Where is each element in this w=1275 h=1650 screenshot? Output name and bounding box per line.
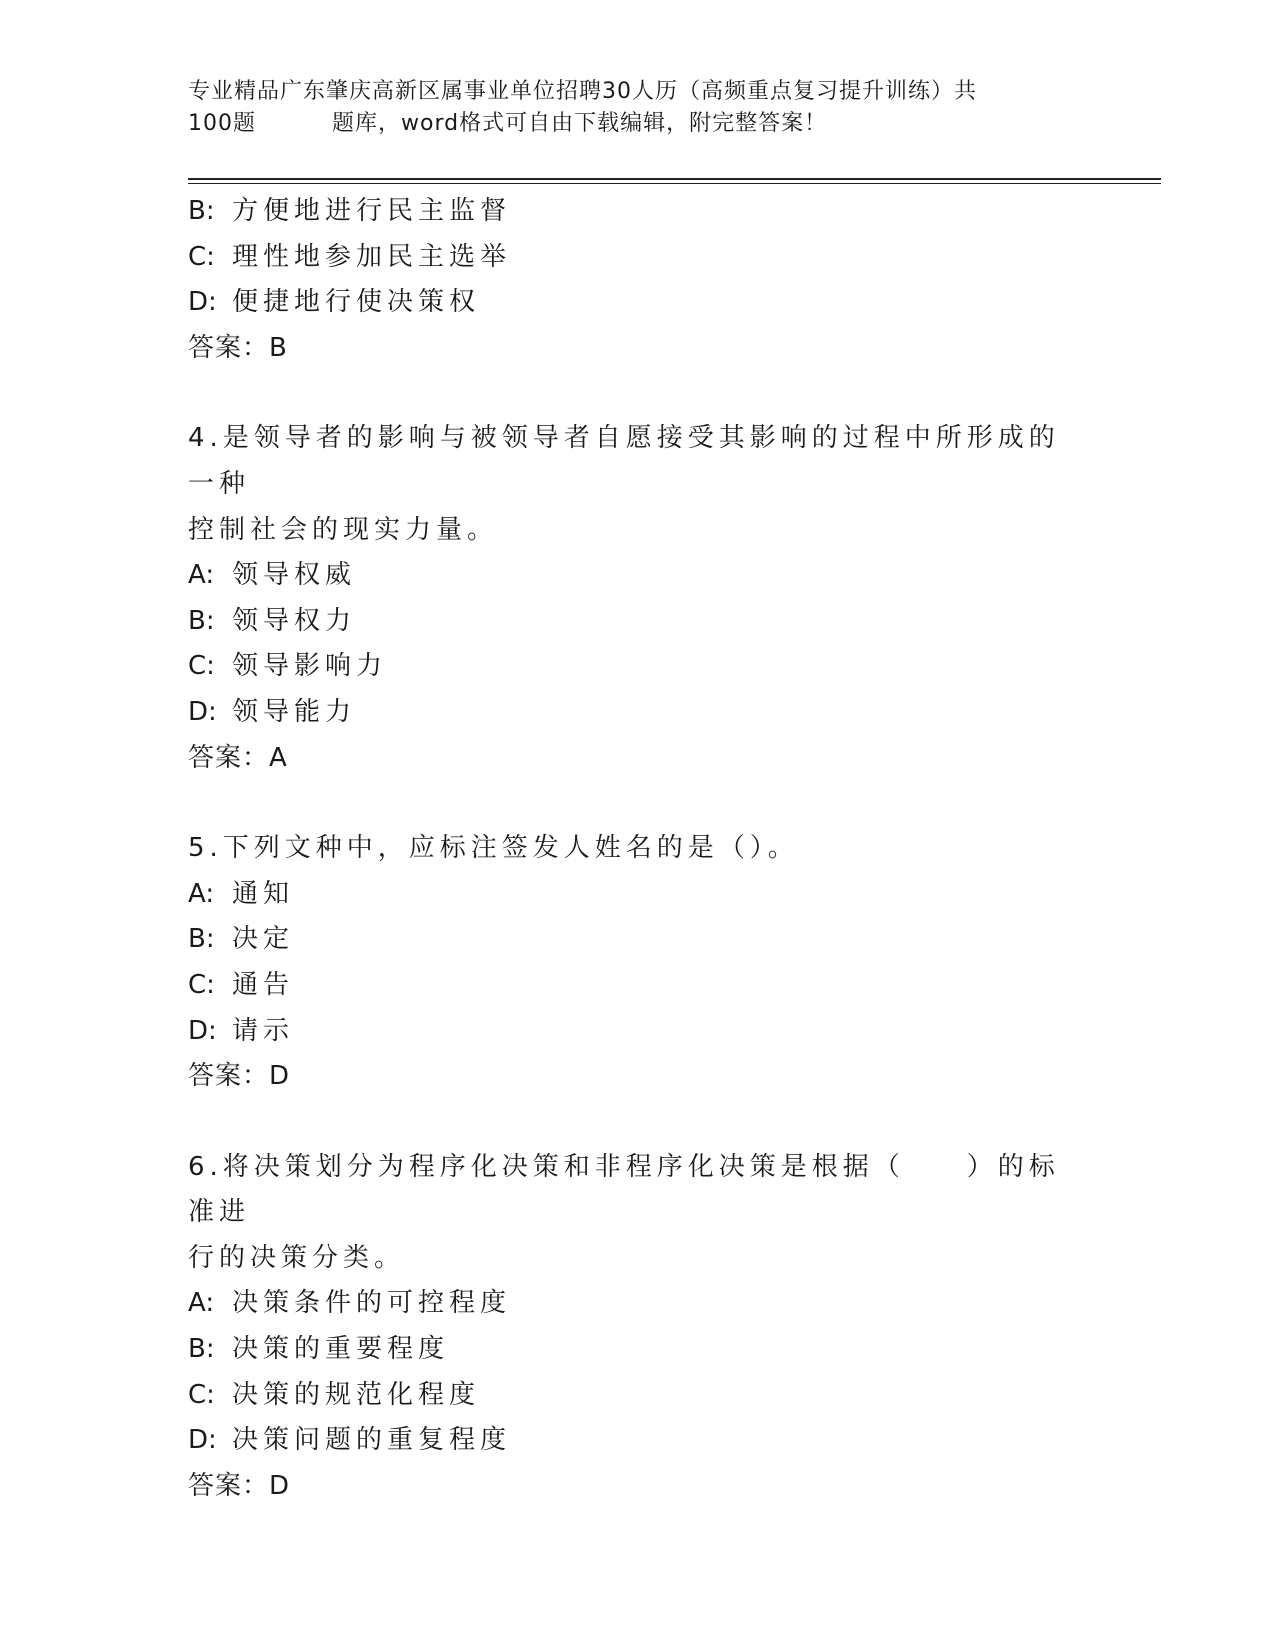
header-question-count: 100题 xyxy=(188,111,256,136)
header-title-line1: 专业精品广东肇庆高新区属事业单位招聘30人历（高频重点复习提升训练）共 xyxy=(188,79,977,104)
option-c: C: 领导影响力 xyxy=(188,651,388,682)
question-5 xyxy=(188,826,1088,1100)
question-text: 4.是领导者的影响与被领导者自愿接受其影响的过程中所形成的一种 xyxy=(188,423,1060,499)
option-a: A: 决策条件的可控程度 xyxy=(188,1288,512,1319)
option-d: D: 领导能力 xyxy=(188,696,357,727)
answer-label: 答案：A xyxy=(188,742,288,773)
option-c: C: 通告 xyxy=(188,969,295,1000)
question-3-tail xyxy=(188,189,1088,371)
header-subtitle: 题库，word格式可自由下载编辑，附完整答案！ xyxy=(332,111,828,136)
question-4 xyxy=(188,416,1088,781)
answer-label: 答案：B xyxy=(188,332,288,363)
option-d: D: 便捷地行使决策权 xyxy=(188,287,481,318)
option-c: C: 理性地参加民主选举 xyxy=(188,241,512,272)
answer-label: 答案：D xyxy=(188,1470,291,1501)
question-text-continued: 行的决策分类。 xyxy=(188,1242,406,1273)
question-6 xyxy=(188,1145,1088,1510)
question-text-continued: 控制社会的现实力量。 xyxy=(188,514,499,545)
option-d: D: 决策问题的重复程度 xyxy=(188,1425,512,1456)
option-a: A: 通知 xyxy=(188,878,295,909)
option-b: B: 方便地进行民主监督 xyxy=(188,196,512,226)
question-text: 6.将决策划分为程序化决策和非程序化决策是根据（ ）的标准进 xyxy=(188,1151,1060,1228)
option-b: B: 决定 xyxy=(188,924,295,955)
option-d: D: 请示 xyxy=(188,1015,295,1046)
header-divider-thick xyxy=(188,178,1161,180)
option-b: B: 领导权力 xyxy=(188,605,357,636)
header-divider-thin xyxy=(188,183,1161,184)
document-header xyxy=(188,76,1068,140)
question-list xyxy=(188,189,1088,1509)
option-b: B: 决策的重要程度 xyxy=(188,1334,450,1365)
answer-label: 答案：D xyxy=(188,1061,291,1092)
question-text: 5.下列文种中，应标注签发人姓名的是（）。 xyxy=(188,833,799,864)
header-title-line2 xyxy=(188,108,1068,140)
option-a: A: 领导权威 xyxy=(188,560,357,591)
option-c: C: 决策的规范化程度 xyxy=(188,1379,481,1410)
